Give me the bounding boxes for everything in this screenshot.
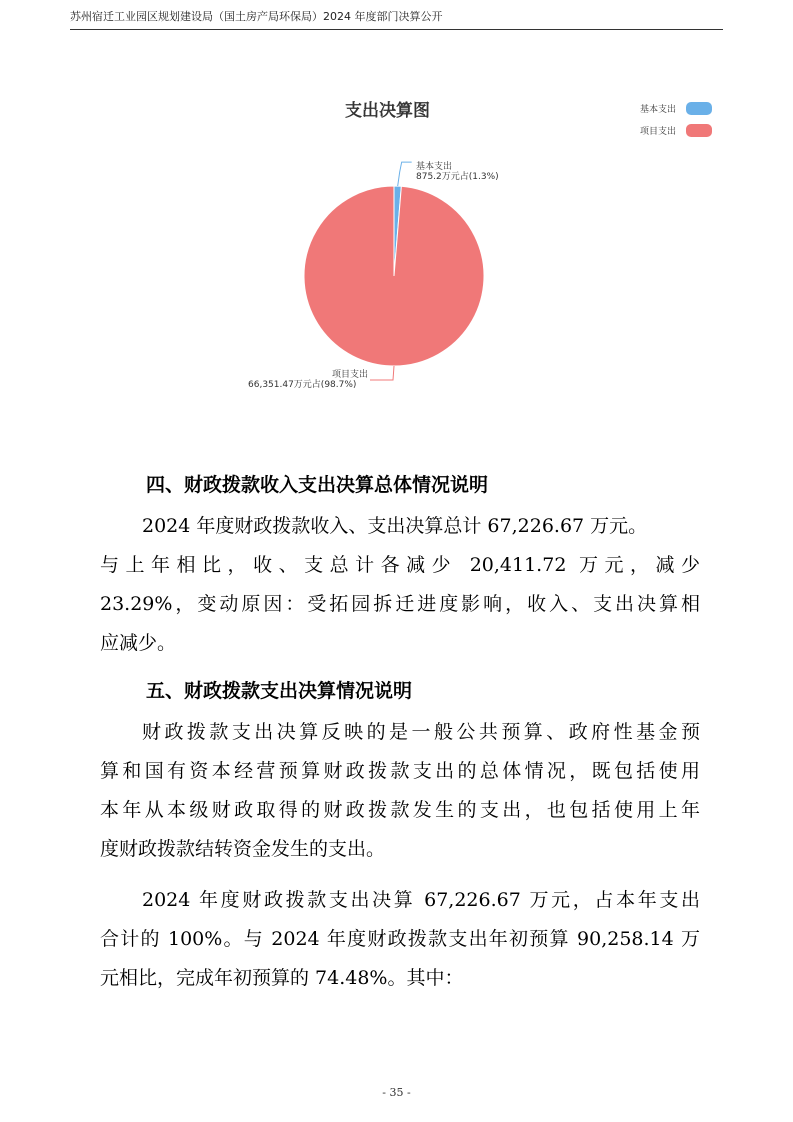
pie-slice-project (304, 186, 484, 366)
section-4-title: 四、财政拨款收入支出决算总体情况说明 (146, 474, 489, 496)
section-5-line: 本年从本级财政取得的财政拨款发生的支出，也包括使用上年 (100, 799, 700, 821)
section-5-line: 财政拨款支出决算反映的是一般公共预算、政府性基金预 (142, 721, 700, 743)
slice-label-project (248, 370, 368, 390)
legend-item-basic (630, 100, 730, 122)
legend-label-project: 项目支出 (640, 127, 677, 137)
slice-label-basic-name: 基本支出 (416, 162, 453, 172)
chart-title: 支出决算图 (345, 101, 430, 121)
legend-label-basic: 基本支出 (640, 105, 677, 115)
section-5-line: 元相比，完成年初预算的 74.48%。其中： (100, 967, 464, 989)
page-header: 苏州宿迁工业园区规划建设局（国土房产局环保局）2024 年度部门决算公开 (70, 10, 443, 23)
section-5-line: 2024 年度财政拨款支出决算 67,226.67 万元，占本年支出 (142, 889, 700, 911)
legend-item-project (630, 122, 730, 144)
section-5-line: 算和国有资本经营预算财政拨款支出的总体情况，既包括使用 (100, 760, 700, 782)
slice-label-basic (416, 162, 499, 182)
section-4-line: 23.29%，变动原因：受拓园拆迁进度影响，收入、支出决算相 (100, 593, 700, 615)
section-5-paragraph-1 (100, 713, 700, 869)
section-5-line: 度财政拨款结转资金发生的支出。 (100, 838, 386, 860)
slice-label-project-name: 项目支出 (332, 370, 369, 380)
page-number: - 35 - (382, 1086, 411, 1099)
section-5-line: 合计的 100%。与 2024 年度财政拨款支出年初预算 90,258.14 万 (100, 928, 700, 950)
slice-label-basic-value: 875.2万元占(1.3%) (416, 172, 499, 182)
leader-line-project (370, 366, 394, 380)
expenditure-pie-chart (230, 90, 730, 400)
section-4-paragraph (100, 507, 700, 663)
section-5-title: 五、财政拨款支出决算情况说明 (146, 680, 413, 702)
legend-swatch-project (686, 124, 712, 137)
leader-line-basic (398, 162, 412, 186)
section-5-paragraph-2 (100, 881, 700, 998)
section-4-line: 与上年相比，收、支总计各减少 20,411.72 万元，减少 (100, 554, 700, 576)
section-4-line: 应减少。 (100, 632, 177, 654)
chart-legend (630, 100, 730, 144)
section-4-line: 2024 年度财政拨款收入、支出决算总计 67,226.67 万元。 (142, 515, 648, 537)
legend-swatch-basic (686, 102, 712, 115)
header-rule (70, 29, 723, 30)
slice-label-project-value: 66,351.47万元占(98.7%) (248, 380, 357, 390)
